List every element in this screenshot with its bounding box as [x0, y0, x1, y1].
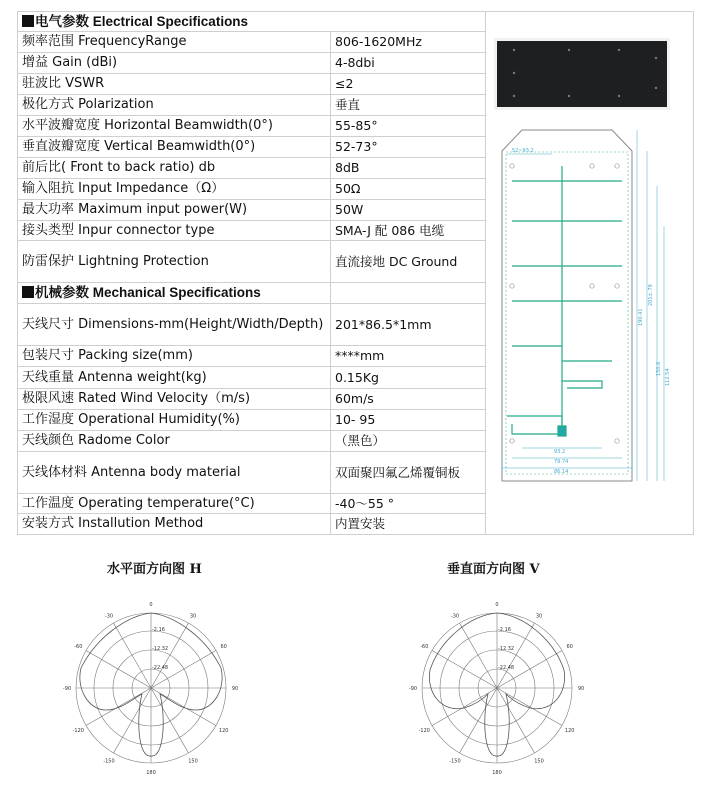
dim-label: 112.54: [665, 368, 671, 386]
angle-label: -150: [449, 758, 461, 765]
dim-label: 93.2: [554, 449, 566, 455]
spec-label: 天线体材料 Antenna body material: [18, 452, 331, 494]
spec-value: 10- 95: [331, 410, 486, 431]
angle-label: -120: [72, 728, 84, 734]
dim-label: 79.74: [554, 459, 569, 465]
ring-label: -22.48: [152, 665, 169, 671]
angle-label: -120: [418, 728, 430, 734]
angle-label: -90: [62, 686, 72, 692]
ring-label: -12.32: [498, 646, 515, 652]
polar-spoke: [114, 623, 152, 688]
spec-value: 0.15Kg: [331, 367, 486, 389]
angle-label: 0: [149, 602, 153, 608]
spec-label: 包装尺寸 Packing size(mm): [18, 346, 331, 367]
spec-value: 4-8dbi: [331, 53, 486, 74]
ring-label: -22.48: [498, 665, 515, 671]
spec-label: 天线尺寸 Dimensions-mm(Height/Width/Depth): [18, 304, 331, 346]
spec-value: 806-1620MHz: [331, 32, 486, 53]
angle-label: -30: [104, 613, 114, 620]
polar-spoke: [460, 623, 498, 688]
polar-spoke: [86, 651, 151, 689]
angle-label: 30: [189, 613, 197, 620]
spec-value: 双面聚四氟乙烯覆铜板: [331, 452, 486, 494]
polar-spoke: [86, 688, 151, 726]
antenna-photo: [494, 38, 670, 110]
dim-label: 52~93.2: [512, 148, 534, 154]
angle-label: 150: [534, 758, 544, 765]
angle-label: -90: [408, 686, 418, 692]
polar-grid: [422, 613, 572, 763]
spec-label: 接头类型 Inpur connector type: [18, 221, 331, 241]
dim-label: 201±.79: [648, 284, 654, 306]
polar-spoke: [497, 688, 562, 726]
square-bullet-icon: [22, 286, 34, 298]
angle-label: 150: [188, 758, 198, 765]
angle-label: 60: [566, 644, 573, 650]
empty-cell: [331, 283, 486, 304]
spec-value: 内置安装: [331, 514, 486, 535]
spec-value: 垂直: [331, 95, 486, 116]
angle-label: 120: [564, 728, 575, 734]
spec-value: 52-73°: [331, 137, 486, 158]
spec-value: 55-85°: [331, 116, 486, 137]
polar-spoke: [114, 688, 152, 753]
angle-label: -60: [420, 644, 429, 650]
electrical-section-title: 电气参数 Electrical Specifications: [18, 12, 486, 32]
ring-label: -12.32: [152, 646, 169, 652]
spec-value: -40～55 °: [331, 494, 486, 514]
horizontal-polar-chart: [56, 598, 246, 780]
spec-label: 天线重量 Antenna weight(kg): [18, 367, 331, 389]
spec-value: ****mm: [331, 346, 486, 367]
polar-spoke: [460, 688, 498, 753]
ring-label: -2.16: [498, 627, 511, 633]
square-bullet-icon: [22, 15, 34, 27]
polar-spoke: [432, 651, 497, 689]
spec-label: 防雷保护 Lightning Protection: [18, 241, 331, 283]
spec-label: 垂直波瓣宽度 Vertical Beamwidth(0°): [18, 137, 331, 158]
spec-value: （黑色）: [331, 431, 486, 452]
polar-spoke: [432, 688, 497, 726]
angle-label: 120: [218, 728, 229, 734]
angle-label: 0: [495, 602, 499, 608]
dim-label: 150.6: [656, 361, 662, 376]
spec-label: 最大功率 Maximum input power(W): [18, 200, 331, 221]
angle-label: 90: [577, 686, 585, 692]
vertical-polar-chart: [402, 598, 592, 780]
spec-value: 8dB: [331, 158, 486, 179]
antenna-drawing: [492, 126, 674, 482]
spec-value: 60m/s: [331, 389, 486, 410]
polar-spoke: [497, 688, 535, 753]
polar-grid: [76, 613, 226, 763]
spec-value: 201*86.5*1mm: [331, 304, 486, 346]
spec-label: 天线颜色 Radome Color: [18, 431, 331, 452]
spec-label: 频率范围 FrequencyRange: [18, 32, 331, 53]
angle-label: 180: [492, 770, 502, 776]
polar-spoke: [151, 688, 189, 753]
spec-label: 极限风速 Rated Wind Velocity（m/s): [18, 389, 331, 410]
vertical-pattern-title: 垂直面方向图 V: [447, 562, 540, 577]
spec-value: 50W: [331, 200, 486, 221]
angle-label: 30: [535, 613, 543, 620]
spec-label: 增益 Gain (dBi): [18, 53, 331, 74]
spec-value: ≤2: [331, 74, 486, 95]
ring-label: -2.16: [152, 627, 165, 633]
spec-label: 驻波比 VSWR: [18, 74, 331, 95]
angle-label: -30: [450, 613, 460, 620]
spec-label: 极化方式 Polarization: [18, 95, 331, 116]
spec-label: 安装方式 Installution Method: [18, 514, 331, 535]
horizontal-pattern-title: 水平面方向图 H: [107, 562, 202, 577]
angle-label: -150: [103, 758, 115, 765]
dim-label: 86.14: [554, 469, 569, 475]
spec-value: 50Ω: [331, 179, 486, 200]
angle-label: -60: [74, 644, 83, 650]
spec-label: 工作温度 Operating temperature(°C): [18, 494, 331, 514]
angle-label: 60: [220, 644, 227, 650]
spec-label: 输入阻抗 Input Impedance（Ω）: [18, 179, 331, 200]
dim-label: 190.41: [638, 308, 644, 326]
polar-spoke: [151, 688, 216, 726]
spec-value: 直流接地 DC Ground: [331, 241, 486, 283]
spec-label: 前后比( Front to back ratio) db: [18, 158, 331, 179]
angle-label: 90: [231, 686, 239, 692]
spec-value: SMA-J 配 086 电缆: [331, 221, 486, 241]
spec-label: 工作湿度 Operational Humidity(%): [18, 410, 331, 431]
spec-label: 水平波瓣宽度 Horizontal Beamwidth(0°): [18, 116, 331, 137]
mechanical-section-title: 机械参数 Mechanical Specifications: [18, 283, 331, 304]
angle-label: 180: [146, 770, 156, 776]
